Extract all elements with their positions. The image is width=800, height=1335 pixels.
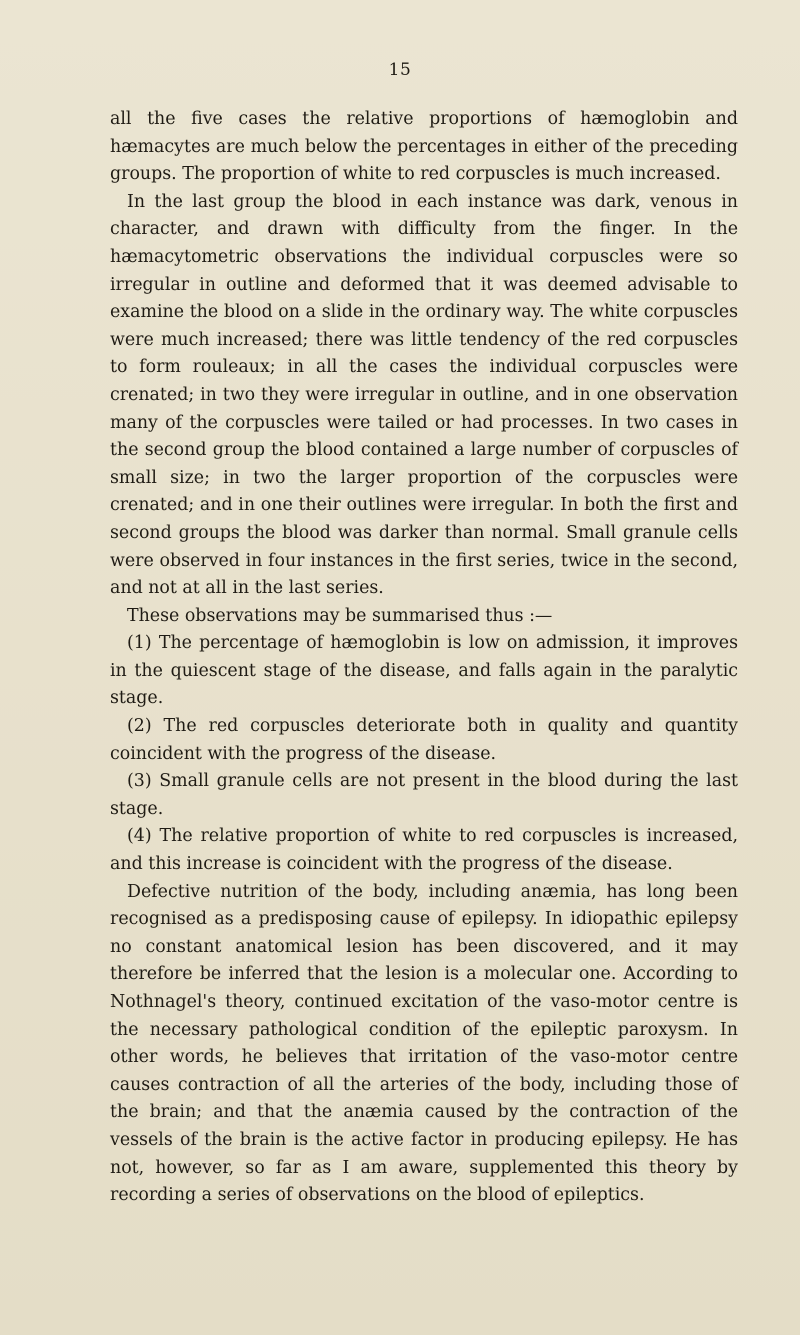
summary-item-1: (1) The percentage of hæmoglobin is low on admission, it improves in the quiescent stage of the disease, and falls again in the paralytic stage. xyxy=(110,633,738,709)
summary-item-3: (3) Small granule cells are not present in the blood during the last stage. xyxy=(110,771,738,819)
paragraph-summary-intro: These observations may be summarised thus :— xyxy=(127,605,553,626)
body-text xyxy=(110,106,738,1210)
page-number: 15 xyxy=(388,60,412,80)
paragraph-defective-nutrition: Defective nutrition of the body, including anæmia, has long been recognised as a predisposing cause of epilepsy. In idiopathic epilepsy no constant anatomical lesion has been discovered, and it may therefore be inferred that the lesion is a molecular one. According to Nothnagel's theory, continued excitation of the vaso-motor centre is the necessary pathological condition of the epileptic paroxysm. In other words, he believes that irritation of the vaso-motor centre causes contraction of all the arteries of the body, including those of the brain; and that the anæmia caused by the contraction of the vessels of the brain is the active factor in producing epilepsy. He has not, however, so far as I am aware, supplemented this theory by recording a series of observations on the blood of epileptics. xyxy=(110,881,738,1206)
summary-item-4: (4) The relative proportion of white to red corpuscles is increased, and this increase is coincident with the progress of the disease. xyxy=(110,826,738,875)
summary-item-2: (2) The red corpuscles deteriorate both in quality and quantity coincident with the progress of the disease. xyxy=(110,716,738,764)
paragraph-blood-last-group: In the last group the blood in each instance was dark, venous in character, and drawn with difficulty from the finger. In the hæmacytometric observations the individual corpuscles were so irregular in outline and deformed that it was deemed advisable to examine the blood on a slide in the ordinary way. The white corpuscles were much increased; there was little tendency of the red corpuscles to form rouleaux; in all the cases the individual corpuscles were crenated; in two they were irregular in outline, and in one observation many of the corpuscles were tailed or had processes. In two cases in the second group the blood contained a large number of corpuscles of small size; in two the larger proportion of the corpuscles were crenated; and in one their outlines were irregular. In both the first and second groups the blood was darker than normal. Small granule cells were observed in four instances in the first series, twice in the second, and not at all in the last series. xyxy=(110,191,738,599)
paragraph-continuation: all the five cases the relative proportions of hæmoglobin and hæmacytes are much below the percentages in either of the preceding groups. The proportion of white to red corpuscles is much increased. xyxy=(110,109,738,185)
